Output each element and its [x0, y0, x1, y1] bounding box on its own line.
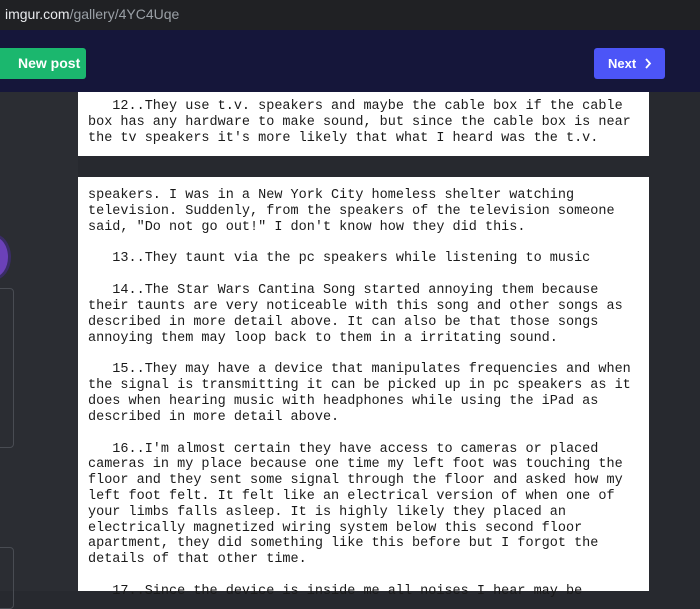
text-line: the tv speakers it's more likely that what I heard was the t.v.	[88, 130, 599, 146]
text-line: left foot felt. It felt like an electrical version of when one of	[88, 488, 615, 504]
text-line: described in more detail above.	[88, 409, 340, 425]
sidebar-panel-lower	[0, 547, 14, 609]
text-line: said, "Do not go out!" I don't know how they did this.	[88, 219, 526, 235]
text-line: annoying them may loop back to them in a irritating sound.	[88, 330, 558, 346]
next-button[interactable]	[594, 48, 665, 79]
paragraph-gap	[88, 568, 631, 584]
text-line: their taunts are very noticeable with this song and other songs as	[88, 298, 623, 314]
post-image-1	[78, 92, 649, 156]
post-image-2	[78, 177, 649, 599]
browser-address-bar[interactable]	[0, 0, 700, 30]
new-post-button[interactable]	[0, 48, 86, 79]
left-sidebar	[0, 92, 78, 591]
text-line: floor and they sent some signal through the floor and asked how my	[88, 473, 623, 489]
text-line: details of that other time.	[88, 552, 307, 568]
typed-text-block	[88, 188, 631, 600]
paragraph-gap	[88, 267, 631, 283]
url-path: /gallery/4YC4Uqe	[69, 6, 180, 22]
new-post-label: New post	[18, 55, 81, 71]
text-line: cameras in my place because one time my left foot was touching the	[88, 457, 623, 473]
url-text[interactable]	[5, 6, 179, 22]
text-line: the signal is transmitting it can be picked up in pc speakers as it	[88, 378, 631, 394]
text-line: 12..They use t.v. speakers and maybe the cable box if the cable	[88, 99, 623, 114]
text-line: television. Suddenly, from the speakers of the television someone	[88, 203, 615, 219]
text-line: described in more detail above. It can also be that those songs	[88, 314, 599, 330]
url-host: imgur.com	[5, 6, 70, 22]
text-line: box has any hardware to make sound, but since the cable box is near	[88, 114, 631, 130]
text-line: does when hearing music with headphones while using the iPad as	[88, 393, 599, 409]
text-line: 17..Since the device is inside me all noises I hear may be	[88, 583, 583, 599]
text-line: 13..They taunt via the pc speakers while listening to music	[88, 251, 591, 267]
text-line: apartment, they did something like this before but I forgot the	[88, 536, 599, 552]
text-line: 15..They may have a device that manipulates frequencies and when	[88, 362, 631, 378]
chevron-right-icon	[643, 48, 653, 90]
text-line: 14..The Star Wars Cantina Song started annoying them because	[88, 283, 599, 299]
text-line: speakers. I was in a New York City homeless shelter watching	[88, 188, 575, 203]
top-navigation-bar	[0, 30, 700, 92]
typed-text-block	[88, 99, 631, 146]
text-line: your limbs falls asleep. It is highly likely they placed an	[88, 504, 566, 520]
paragraph-gap	[88, 346, 631, 362]
text-line: electrically magnetized wiring system below this second floor	[88, 520, 583, 536]
paragraph-gap	[88, 235, 631, 251]
sidebar-panel	[0, 288, 14, 448]
avatar[interactable]	[0, 237, 8, 277]
text-line: 16..I'm almost certain they have access to cameras or placed	[88, 441, 599, 457]
next-label: Next	[608, 56, 637, 71]
paragraph-gap	[88, 426, 631, 442]
